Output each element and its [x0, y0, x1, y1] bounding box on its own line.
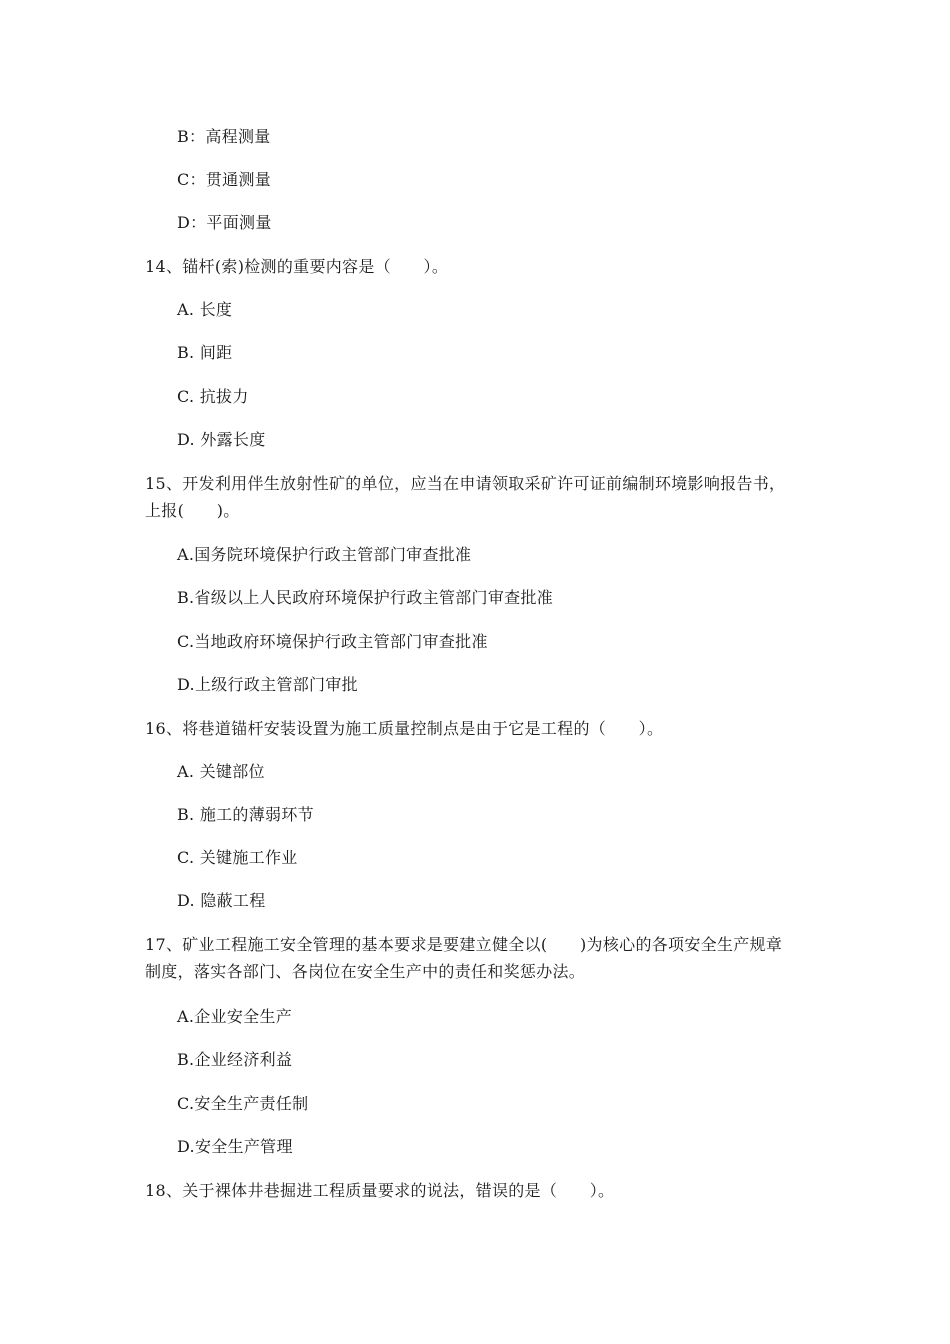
option-17-b: B.企业经济利益	[177, 1050, 293, 1069]
option-15-a: A.国务院环境保护行政主管部门审查批准	[177, 545, 472, 564]
question-14-stem: 14、锚杆(索)检测的重要内容是（ ）。	[145, 257, 449, 276]
option-16-a: A. 关键部位	[177, 762, 265, 781]
option-14-b: B. 间距	[177, 343, 233, 362]
option-17-c: C.安全生产责任制	[177, 1094, 309, 1113]
option-13-c: C：贯通测量	[177, 170, 272, 189]
question-18-stem: 18、关于裸体井巷掘进工程质量要求的说法，错误的是（ ）。	[145, 1181, 615, 1200]
option-13-b: B：高程测量	[177, 127, 271, 146]
option-15-c: C.当地政府环境保护行政主管部门审查批准	[177, 632, 488, 651]
option-14-d: D. 外露长度	[177, 430, 266, 449]
question-17-stem-line1: 17、矿业工程施工安全管理的基本要求是要建立健全以( )为核心的各项安全生产规章	[145, 935, 783, 954]
question-15-stem-line1: 15、开发利用伴生放射性矿的单位，应当在申请领取采矿许可证前编制环境影响报告书，	[145, 474, 786, 493]
question-16-stem: 16、将巷道锚杆安装设置为施工质量控制点是由于它是工程的（ ）。	[145, 719, 664, 738]
option-17-d: D.安全生产管理	[177, 1137, 293, 1156]
option-14-c: C. 抗拔力	[177, 387, 249, 406]
option-16-c: C. 关键施工作业	[177, 848, 298, 867]
option-16-d: D. 隐蔽工程	[177, 891, 266, 910]
option-14-a: A. 长度	[177, 300, 233, 319]
option-15-b: B.省级以上人民政府环境保护行政主管部门审查批准	[177, 588, 554, 607]
question-15-stem-line2: 上报( )。	[145, 501, 240, 520]
option-16-b: B. 施工的薄弱环节	[177, 805, 314, 824]
question-17-stem-line2: 制度，落实各部门、各岗位在安全生产中的责任和奖惩办法。	[145, 962, 586, 981]
option-13-d: D：平面测量	[177, 213, 272, 232]
option-15-d: D.上级行政主管部门审批	[177, 675, 358, 694]
option-17-a: A.企业安全生产	[177, 1007, 293, 1026]
